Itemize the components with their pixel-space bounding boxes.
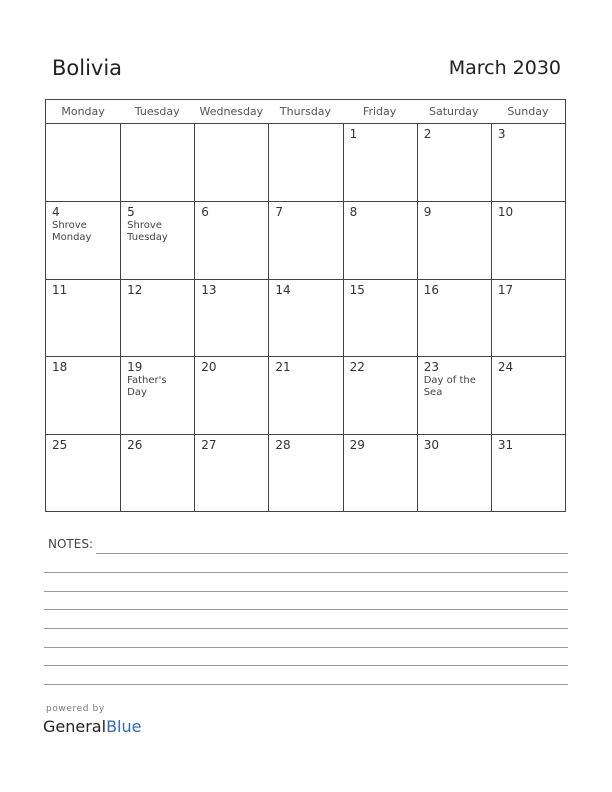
day-number: 14	[275, 282, 291, 297]
day-cell	[120, 124, 194, 201]
day-cell	[120, 356, 194, 433]
weekday-header: Thursday	[268, 100, 342, 124]
day-cell	[417, 434, 491, 511]
month-title: March 2030	[448, 57, 561, 79]
day-number: 19	[127, 360, 143, 375]
day-cell	[268, 124, 342, 201]
day-number: 6	[201, 205, 209, 220]
brand-blue: Blue	[106, 717, 142, 736]
day-number: 11	[52, 282, 68, 297]
day-cell	[417, 356, 491, 433]
country-title: Bolivia	[52, 56, 123, 80]
weekday-header: Friday	[343, 100, 417, 124]
day-cell	[491, 201, 565, 278]
day-cell	[491, 434, 565, 511]
day-number: 18	[52, 360, 68, 375]
day-number: 9	[423, 205, 432, 220]
day-cell	[343, 201, 417, 278]
holiday-label: Shrove Tuesday	[127, 220, 168, 244]
day-number: 16	[423, 282, 439, 297]
day-number: 22	[349, 360, 365, 375]
day-number: 29	[349, 437, 365, 452]
day-number: 24	[497, 360, 514, 375]
weekday-header: Saturday	[417, 100, 491, 124]
holiday-label: Day of the Sea	[423, 375, 476, 399]
brand-general: General	[43, 717, 107, 736]
weekday-header: Monday	[46, 100, 120, 124]
day-cell	[194, 124, 268, 201]
day-cell	[194, 201, 268, 278]
day-cell	[343, 279, 417, 356]
day-number: 23	[423, 360, 439, 375]
notes-line	[44, 572, 568, 573]
day-cell	[120, 434, 194, 511]
notes-line	[44, 628, 568, 629]
day-cell	[491, 124, 565, 201]
day-number: 2	[423, 127, 432, 141]
day-cell	[46, 201, 120, 278]
day-cell	[120, 201, 194, 278]
day-cell	[194, 356, 268, 433]
day-cell	[491, 356, 565, 433]
day-cell	[46, 434, 120, 511]
day-number: 12	[127, 282, 143, 297]
day-cell	[491, 279, 565, 356]
notes-line	[44, 647, 568, 648]
powered-by-text: powered by	[46, 704, 105, 714]
day-number: 3	[497, 127, 506, 141]
notes-line	[44, 665, 568, 666]
day-cell	[194, 434, 268, 511]
day-number: 7	[275, 205, 284, 220]
day-cell	[46, 356, 120, 433]
day-cell	[46, 279, 120, 356]
day-number: 4	[52, 205, 60, 220]
day-number: 13	[201, 282, 217, 297]
weekday-header: Tuesday	[120, 100, 194, 124]
day-number: 25	[52, 437, 68, 452]
day-cell	[417, 279, 491, 356]
day-cell	[268, 356, 342, 433]
calendar-grid	[45, 99, 566, 512]
day-number: 17	[497, 282, 514, 297]
day-cell	[268, 201, 342, 278]
holiday-label: Shrove Monday	[52, 220, 92, 244]
day-number: 21	[275, 360, 291, 375]
day-cell	[268, 279, 342, 356]
day-number: 27	[201, 437, 217, 452]
day-number: 31	[497, 437, 514, 452]
notes-line	[44, 609, 568, 610]
day-cell	[417, 201, 491, 278]
day-cell	[46, 124, 120, 201]
day-cell	[343, 356, 417, 433]
day-number: 26	[127, 437, 143, 452]
day-cell	[343, 124, 417, 201]
day-number: 1	[349, 127, 358, 141]
notes-line	[44, 684, 568, 685]
day-number: 30	[423, 437, 439, 452]
day-cell	[343, 434, 417, 511]
day-number: 15	[349, 282, 365, 297]
day-cell	[120, 279, 194, 356]
day-number: 8	[349, 205, 358, 220]
notes-line	[44, 591, 568, 592]
day-number: 28	[275, 437, 291, 452]
notes-label: NOTES:	[48, 537, 93, 551]
day-number: 20	[201, 360, 217, 375]
notes-line	[96, 553, 568, 554]
day-number: 5	[127, 205, 135, 220]
brand-logo	[43, 717, 141, 736]
day-cell	[268, 434, 342, 511]
day-number: 10	[497, 205, 514, 220]
weekday-header: Wednesday	[194, 100, 268, 124]
holiday-label: Father's Day	[127, 375, 167, 399]
day-cell	[194, 279, 268, 356]
weekday-header: Sunday	[491, 100, 565, 124]
day-cell	[417, 124, 491, 201]
